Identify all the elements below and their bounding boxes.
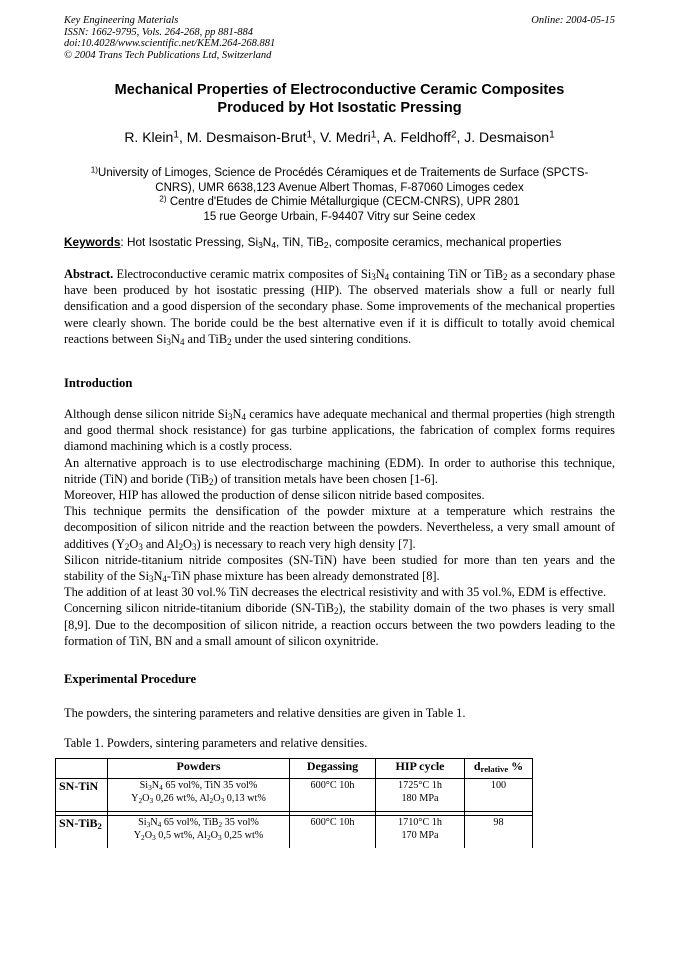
hip-line: 180 MPa (401, 792, 439, 804)
subscript: 4 (157, 819, 162, 829)
text: Si (138, 817, 147, 828)
subscript: 2 (209, 795, 214, 805)
text: O (213, 792, 221, 804)
keywords-text: , composite ceramics, mechanical properties (328, 235, 562, 249)
text: SN-TiB (59, 816, 98, 830)
powders-cell (108, 779, 290, 812)
text: ), the stability domain of the two phases is very small [8,9]. Due to the decomposition of silicon nitride, a reaction occurs between the two powders leading to the formation of TiN, BN and a small amount of silicon oxynitride. (64, 601, 615, 648)
author-affiliation-mark: 1 (549, 129, 555, 141)
abstract-text: Electroconductive ceramic matrix composites of Si (113, 267, 372, 281)
author-separator: , (376, 129, 384, 145)
text: % (508, 759, 524, 773)
powders-line (110, 830, 287, 843)
author: M. Desmaison-Brut (186, 129, 307, 145)
text: Although dense silicon nitride Si (64, 407, 229, 421)
text: O (144, 829, 153, 841)
text: 65 vol%, TiB (161, 817, 219, 828)
table-row (56, 816, 533, 849)
text: 0,25 wt% (221, 829, 264, 841)
text: O (129, 536, 139, 551)
text: O (183, 536, 192, 551)
affiliation-mark: 1) (90, 165, 99, 175)
hip-cycle-cell (376, 816, 465, 849)
subscript: 2 (124, 541, 130, 552)
table-1 (55, 758, 533, 848)
subscript: 4 (271, 240, 277, 251)
text: 0,5 wt%, Al (155, 829, 207, 841)
text: 0,13 wt% (224, 792, 266, 804)
text: and Al (142, 536, 179, 551)
text: 0,26 wt%, Al (153, 792, 210, 804)
table-header-row (56, 759, 533, 779)
subscript: 3 (218, 832, 222, 842)
paragraph: The addition of at least 30 vol.% TiN decreases the electrical resistivity and with 35 vol.%, EDM is effective. (64, 585, 607, 600)
affiliation-text: University of Limoges, Science de Procédés Céramiques et de Traitements de Surface (SPCTS- (98, 167, 589, 179)
text: Y (131, 792, 139, 804)
author-affiliation-mark: 1 (306, 129, 313, 141)
keywords-label: Keywords (64, 235, 121, 249)
subscript: 2 (209, 477, 214, 488)
title-line-1: Mechanical Properties of Electroconductive Ceramic Composites (114, 82, 565, 98)
introduction-body (64, 406, 615, 649)
subscript: 4 (241, 412, 246, 423)
subscript: 2 (502, 272, 508, 283)
row-label (56, 816, 108, 849)
abstract-label: Abstract. (64, 267, 114, 281)
subscript: 3 (258, 240, 263, 251)
text: d (473, 759, 481, 773)
text: ) of transition metals have been chosen [1-6]. (213, 471, 438, 486)
abstract (64, 266, 615, 347)
table-row (56, 779, 533, 812)
text: This technique permits the densification of the powder mixture at a temperature which restrains the decomposition of silicon nitride and the reaction between the powders. Nevertheless, a very small amount of additives (Y (64, 504, 615, 551)
subscript: 4 (159, 782, 163, 792)
subscript: 2 (334, 606, 339, 617)
author: R. Klein (124, 129, 174, 145)
section-heading-experimental: Experimental Procedure (64, 672, 197, 686)
paragraph: The powders, the sintering parameters and relative densities are given in Table 1. (64, 706, 466, 720)
degassing-cell: 600°C 10h (290, 816, 376, 849)
powders-line (110, 780, 287, 793)
text: N (151, 780, 160, 791)
keywords-text: , TiN, TiB (276, 235, 324, 249)
text: N (153, 569, 163, 584)
powders-line (110, 793, 287, 806)
author: V. Medri (319, 129, 371, 145)
paper-title (64, 81, 615, 117)
paragraph: Moreover, HIP has allowed the production of dense silicon nitride based composites. (64, 488, 485, 503)
hip-line: 1710°C 1h (398, 817, 442, 828)
header-cell-empty (56, 759, 108, 779)
affiliation-text: Centre d'Etudes de Chimie Métallurgique (CECM-CNRS), UPR 2801 (166, 196, 520, 208)
text: 35 vol% (222, 817, 259, 828)
table-caption: Table 1. Powders, sintering parameters and relative densities. (64, 736, 368, 750)
journal-name: Key Engineering Materials (64, 15, 179, 26)
subscript: 3 (149, 795, 154, 805)
subscript: 3 (138, 541, 143, 552)
author-separator: , (178, 129, 187, 145)
hip-cycle-cell (376, 779, 465, 812)
author-affiliation-mark: 1 (370, 129, 377, 141)
author: J. Desmaison (464, 129, 550, 145)
density-cell: 98 (465, 816, 533, 849)
author-separator: , (456, 129, 465, 145)
text: O (210, 829, 219, 841)
section-heading-introduction: Introduction (64, 376, 133, 390)
subscript: 2 (97, 821, 102, 832)
subscript: 3 (371, 272, 376, 283)
subscript: 4 (384, 272, 390, 283)
paragraph (64, 600, 615, 649)
header-cell-powders: Powders (108, 759, 290, 779)
subscript: 3 (228, 412, 233, 423)
subscript: 2 (323, 240, 329, 251)
affiliation-mark: 2) (159, 194, 167, 204)
subscript: 4 (179, 337, 185, 348)
text: O (142, 792, 150, 804)
subscript: 2 (141, 832, 145, 842)
affiliations (64, 166, 615, 224)
text: ) is necessary to reach very high density [7]. (196, 536, 416, 551)
row-label: SN-TiN (56, 779, 108, 812)
subscript: 3 (166, 337, 171, 348)
author-affiliation-mark: 1 (173, 129, 179, 141)
subscript: 2 (178, 541, 184, 552)
online-date: Online: 2004-05-15 (531, 15, 615, 26)
subscript: 3 (152, 832, 156, 842)
text: An alternative approach is to use electrodischarge machining (EDM). In order to authorise this technique, nitride (TiN) and boride (TiB (64, 455, 615, 486)
header-cell-density (465, 759, 533, 779)
header-cell-degassing: Degassing (290, 759, 376, 779)
keywords-text: N (262, 235, 272, 249)
paragraph (64, 503, 615, 552)
author-affiliation-mark: 2 (450, 129, 457, 141)
author-separator: , (312, 129, 320, 145)
text: Y (133, 829, 142, 841)
paragraph (64, 455, 615, 487)
subscript: 3 (191, 541, 197, 552)
degassing-cell: 600°C 10h (290, 779, 376, 812)
author-list (64, 128, 615, 146)
hip-line: 170 MPa (401, 829, 439, 841)
journal-header (64, 15, 615, 61)
affiliation-2 (64, 195, 615, 210)
abstract-text: N (171, 331, 180, 346)
hip-line: 1725°C 1h (398, 780, 442, 791)
abstract-text: containing TiN or TiB (389, 267, 503, 281)
paragraph (64, 552, 615, 584)
affiliation-1-cont: CNRS), UMR 6638,123 Avenue Albert Thomas, F-87060 Limoges cedex (155, 181, 524, 194)
powders-cell (108, 816, 290, 849)
subscript: 3 (220, 795, 225, 805)
subscript: 2 (227, 337, 232, 348)
title-line-2: Produced by Hot Isostatic Pressing (217, 100, 462, 116)
experimental-body (64, 705, 615, 721)
powders-line (110, 817, 287, 830)
abstract-text: as a secondary phase have been produced by hot isostatic pressing (HIP). The observed materials show a full or nearly full densification and a good dispersion of the secondary phase. Some improvements of the mechanical properties were clearly shown. The boride could be the best alternative even if it is difficult to totally avoid chemical reactions between Si (64, 267, 615, 346)
text: Silicon nitride-titanium nitride composites (SN-TiN) have been studied for more than ten years and the stability of the Si (64, 552, 615, 584)
subscript: 3 (149, 574, 154, 585)
affiliation-1 (64, 166, 615, 181)
paragraph (64, 406, 615, 455)
keywords (64, 235, 624, 250)
abstract-text: under the used sintering conditions. (231, 331, 412, 346)
subscript: 2 (218, 819, 223, 829)
subscript: 2 (138, 795, 143, 805)
text: -TiN phase mixture has been already demonstrated [8]. (166, 569, 440, 584)
subscript: 2 (206, 832, 211, 842)
text: N (232, 407, 242, 421)
subscript: relative (480, 764, 509, 775)
abstract-text: N (375, 267, 385, 281)
abstract-text: and TiB (184, 331, 228, 346)
subscript: 4 (162, 574, 167, 585)
density-cell: 100 (465, 779, 533, 812)
affiliation-2-cont: 15 rue George Urbain, F-94407 Vitry sur Seine cedex (203, 210, 476, 223)
text: N (150, 817, 158, 828)
text: Si (139, 780, 149, 791)
header-cell-hip-cycle: HIP cycle (376, 759, 465, 779)
author: A. Feldhoff (383, 129, 451, 145)
subscript: 3 (148, 782, 152, 792)
doi-line: doi:10.4028/www.scientific.net/KEM.264-268.881 (64, 38, 276, 49)
subscript: 3 (146, 819, 151, 829)
text: Concerning silicon nitride-titanium diboride (SN-TiB (64, 601, 334, 616)
copyright-line: © 2004 Trans Tech Publications Ltd, Switzerland (64, 49, 272, 61)
text: 65 vol%, TiN 35 vol% (162, 780, 258, 791)
text: ceramics have adequate mechanical and thermal properties (high strength and good thermal shock resistance) for gas turbine applications, the fabrication of complex forms requires diamond machining which is a costly process. (64, 407, 615, 454)
issn-line: ISSN: 1662-9795, Vols. 264-268, pp 881-884 (64, 26, 253, 38)
keywords-text: : Hot Isostatic Pressing, Si (120, 235, 259, 249)
